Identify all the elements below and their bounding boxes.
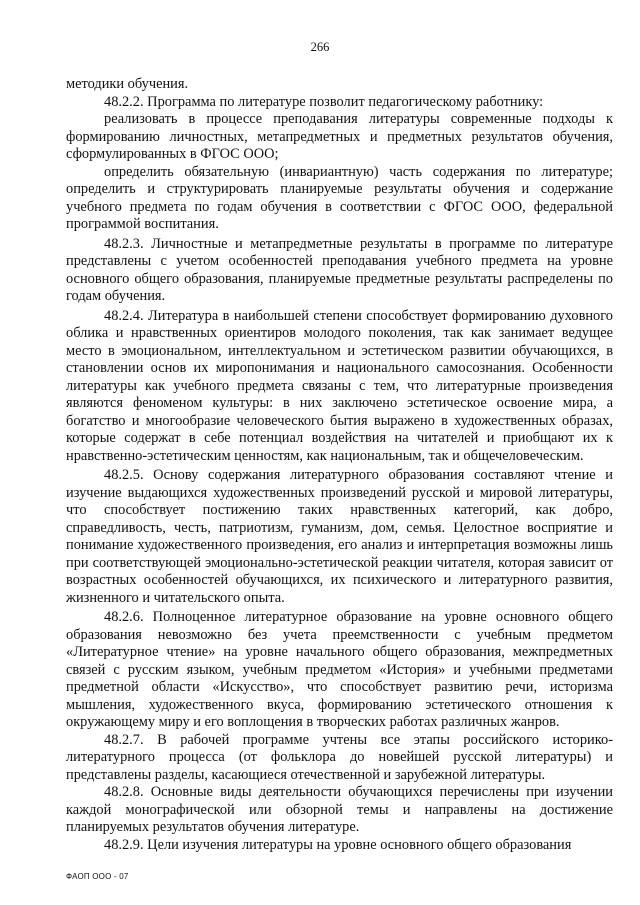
paragraph-define: определить обязательную (инвариантную) часть содержания по литературе; определить и структурировать планируемые результаты обучения и содержание учебного предмета по годам обучения в соответствии с ФГОС ООО, федеральной программой воспитания. <box>66 163 613 232</box>
footer-label: ФАОП ООО - 07 <box>66 872 129 881</box>
paragraph-48-2-3: 48.2.3. Личностные и метапредметные результаты в программе по литературе представлены с учетом особенностей преподавания учебного предмета на уровне основного общего образования, планируемые предметные результаты распределены по годам обучения. <box>66 235 613 304</box>
paragraph-48-2-7: 48.2.7. В рабочей программе учтены все этапы российского историко-литературного процесса (от фольклора до новейшей русской литературы) и представлены разделы, касающиеся отечественной и зарубежной литературы. <box>66 731 613 783</box>
paragraph-48-2-4: 48.2.4. Литература в наибольшей степени способствует формированию духовного облика и нравственных ориентиров молодого поколения, так как занимает ведущее место в эмоциональном, интеллектуальном и эстетическом развитии обучающихся, в становлении основ их миропонимания и национального самосознания. Особенности литературы как учебного предмета связаны с тем, что литературные произведения являются феноменом культуры: в них заключено эстетическое освоение мира, а богатство и многообразие человеческого бытия выражено в художественных образах, которые содержат в себе потенциал воздействия на читателей и приобщают их к нравственно-эстетическим ценностям, как национальным, так и общечеловеческим. <box>66 307 613 464</box>
paragraph-48-2-8: 48.2.8. Основные виды деятельности обучающихся перечислены при изучении каждой монографической или обзорной темы и направлены на достижение планируемых результатов обучения литературе. <box>66 784 613 835</box>
paragraph-implement: реализовать в процессе преподавания литературы современные подходы к формированию личностных, метапредметных и предметных результатов обучения, сформулированных в ФГОС ООО; <box>66 111 613 162</box>
paragraph-48-2-9: 48.2.9. Цели изучения литературы на уровне основного общего образования <box>104 836 572 853</box>
paragraph-48-2-2: 48.2.2. Программа по литературе позволит педагогическому работнику: <box>104 93 544 110</box>
paragraph-continuation: методики обучения. <box>66 76 189 92</box>
paragraph-48-2-5: 48.2.5. Основу содержания литературного образования составляют чтение и изучение выдающихся художественных произведений русской и мировой литературы, что способствует постижению таких нравственных категорий, как добро, справедливость, честь, патриотизм, гуманизм, дом, семья. Целостное восприятие и понимание художественного произведения, его анализ и интерпретация возможны лишь при соответствующей эмоционально-эстетической реакции читателя, которая зависит от возрастных особенностей обучающихся, их психического и литературного развития, жизненного и читательского опыта. <box>66 467 613 606</box>
page-number: 266 <box>310 40 330 54</box>
document-body <box>66 76 613 854</box>
paragraph-48-2-6: 48.2.6. Полноценное литературное образование на уровне основного общего образования невозможно без учета преемственности с учебным предметом «Литературное чтение» на уровне начального общего образования, межпредметных связей с русским языком, учебным предметом «История» и учебными предметами предметной области «Искусство», что способствует развитию речи, историзма мышления, художественного вкуса, формированию эстетического отношения к окружающему миру и его воплощения в творческих работах различных жанров. <box>66 609 613 730</box>
